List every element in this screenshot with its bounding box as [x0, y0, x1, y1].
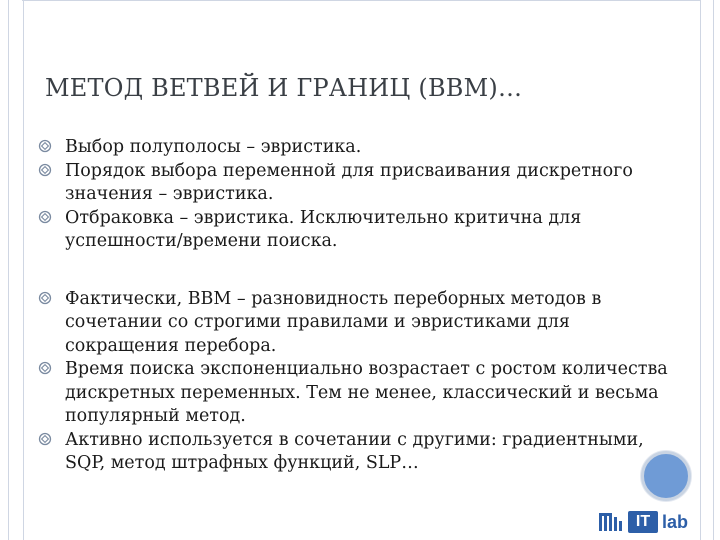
circle-diamond-bullet-icon — [38, 432, 52, 446]
bullet-text: Фактически, BBM – разновидность переборных методов в сочетании со строгими правилами и эвристиками для сокращения перебора. — [65, 288, 602, 356]
circle-diamond-bullet-icon — [38, 291, 52, 305]
university-emblem-icon — [598, 511, 624, 533]
top-frame-line — [22, 0, 700, 1]
slide-title: МЕТОД ВЕТВЕЙ И ГРАНИЦ (BBM)… — [45, 74, 523, 102]
circle-diamond-bullet-icon — [38, 163, 52, 177]
bullet-item — [38, 288, 668, 359]
logo-it-block: IT — [628, 511, 658, 533]
bullet-text: Выбор полуполосы – эвристика. — [65, 137, 362, 157]
bullet-item — [38, 358, 668, 429]
circle-diamond-bullet-icon — [38, 139, 52, 153]
bullet-text: Отбраковка – эвристика. Исключительно критична для успешности/времени поиска. — [65, 207, 582, 251]
logo-lab-text: lab — [662, 511, 689, 532]
bullet-text: Порядок выбора переменной для присваивания дискретного значения – эвристика. — [65, 160, 633, 204]
circle-diamond-bullet-icon — [38, 210, 52, 224]
bullet-list — [38, 136, 668, 476]
left-frame-decoration — [8, 0, 24, 540]
itlab-logo — [598, 510, 688, 534]
decorative-circle — [641, 451, 691, 501]
circle-diamond-bullet-icon — [38, 361, 52, 375]
bullet-text: Время поиска экспоненциально возрастает с ростом количества дискретных переменных. Тем не менее, классический и весьма популярный метод. — [65, 359, 668, 426]
bullet-item — [38, 429, 668, 476]
right-frame-decoration — [700, 0, 714, 540]
bullet-text: Активно используется в сочетании с другими: градиентными, SQP, метод штрафных функций, SLP… — [65, 429, 644, 473]
bullet-item — [38, 136, 668, 160]
bullet-item — [38, 207, 668, 254]
bullet-item — [38, 160, 668, 207]
